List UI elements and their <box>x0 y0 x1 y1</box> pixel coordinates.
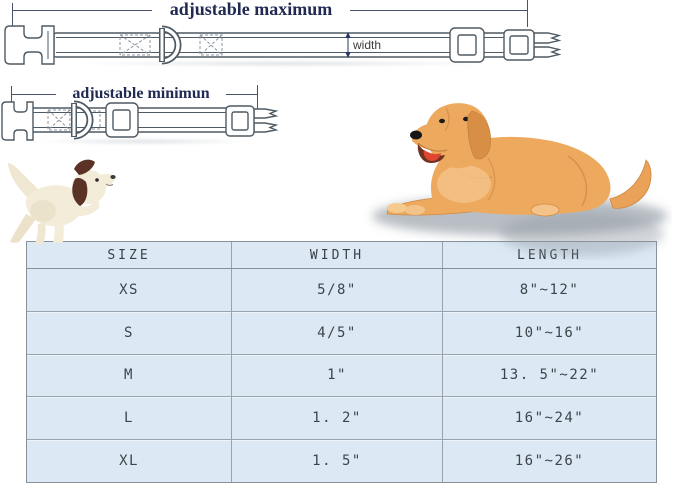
header-size: SIZE <box>27 242 232 268</box>
collar-diagram-max <box>2 24 564 68</box>
size-table <box>26 241 657 483</box>
cell-width: 1. 2" <box>232 397 443 439</box>
cell-width: 5/8" <box>232 269 443 311</box>
max-dimension-label: adjustable maximum <box>152 0 350 20</box>
buckle-male-min-icon <box>226 106 276 136</box>
cell-width: 4/5" <box>232 312 443 354</box>
dog-eye-right <box>463 117 469 121</box>
collar-diagram-min <box>0 99 290 143</box>
table-row-s <box>27 311 656 354</box>
cell-width: 1. 5" <box>232 440 443 482</box>
max-dimension-tick-right <box>527 0 528 27</box>
table-row-xl <box>27 439 656 482</box>
header-width: WIDTH <box>232 242 443 268</box>
puppy-ear-down <box>72 178 87 206</box>
buckle-female-min-icon <box>2 102 33 140</box>
dog-eye-left <box>439 119 445 123</box>
cell-size: M <box>27 355 232 397</box>
cell-length: 10"~16" <box>514 324 585 341</box>
table-row-l <box>27 396 656 439</box>
buckle-female-icon <box>5 26 54 64</box>
width-label: width <box>353 38 382 52</box>
table-row-m <box>27 354 656 397</box>
buckle-male-icon <box>504 30 559 60</box>
header-length: LENGTH <box>517 247 582 263</box>
cell-size: XL <box>27 440 232 482</box>
cell-length: 16"~24" <box>514 410 585 427</box>
dog-ear <box>468 111 491 159</box>
min-dimension-label: adjustable minimun <box>56 85 226 103</box>
tri-glide-slider-min-icon <box>106 103 138 137</box>
tri-glide-slider-max-icon <box>450 28 484 62</box>
dog-nose <box>410 131 422 140</box>
cell-width: 1" <box>232 355 443 397</box>
golden-retriever-illustration <box>360 98 672 260</box>
cell-size: L <box>27 397 232 439</box>
puppy-eye <box>95 178 99 182</box>
cell-length: 8"~12" <box>519 281 580 298</box>
cell-length: 16"~26" <box>514 453 585 470</box>
cell-length: 13. 5"~22" <box>499 367 600 384</box>
cell-size: S <box>27 312 232 354</box>
table-row-xs <box>27 269 656 311</box>
puppy-nose <box>110 175 115 179</box>
cell-size: XS <box>27 269 232 311</box>
puppy-illustration <box>2 156 124 248</box>
puppy-ear-up <box>74 160 95 175</box>
table-header-row <box>27 242 656 269</box>
dog-tongue <box>424 150 441 161</box>
